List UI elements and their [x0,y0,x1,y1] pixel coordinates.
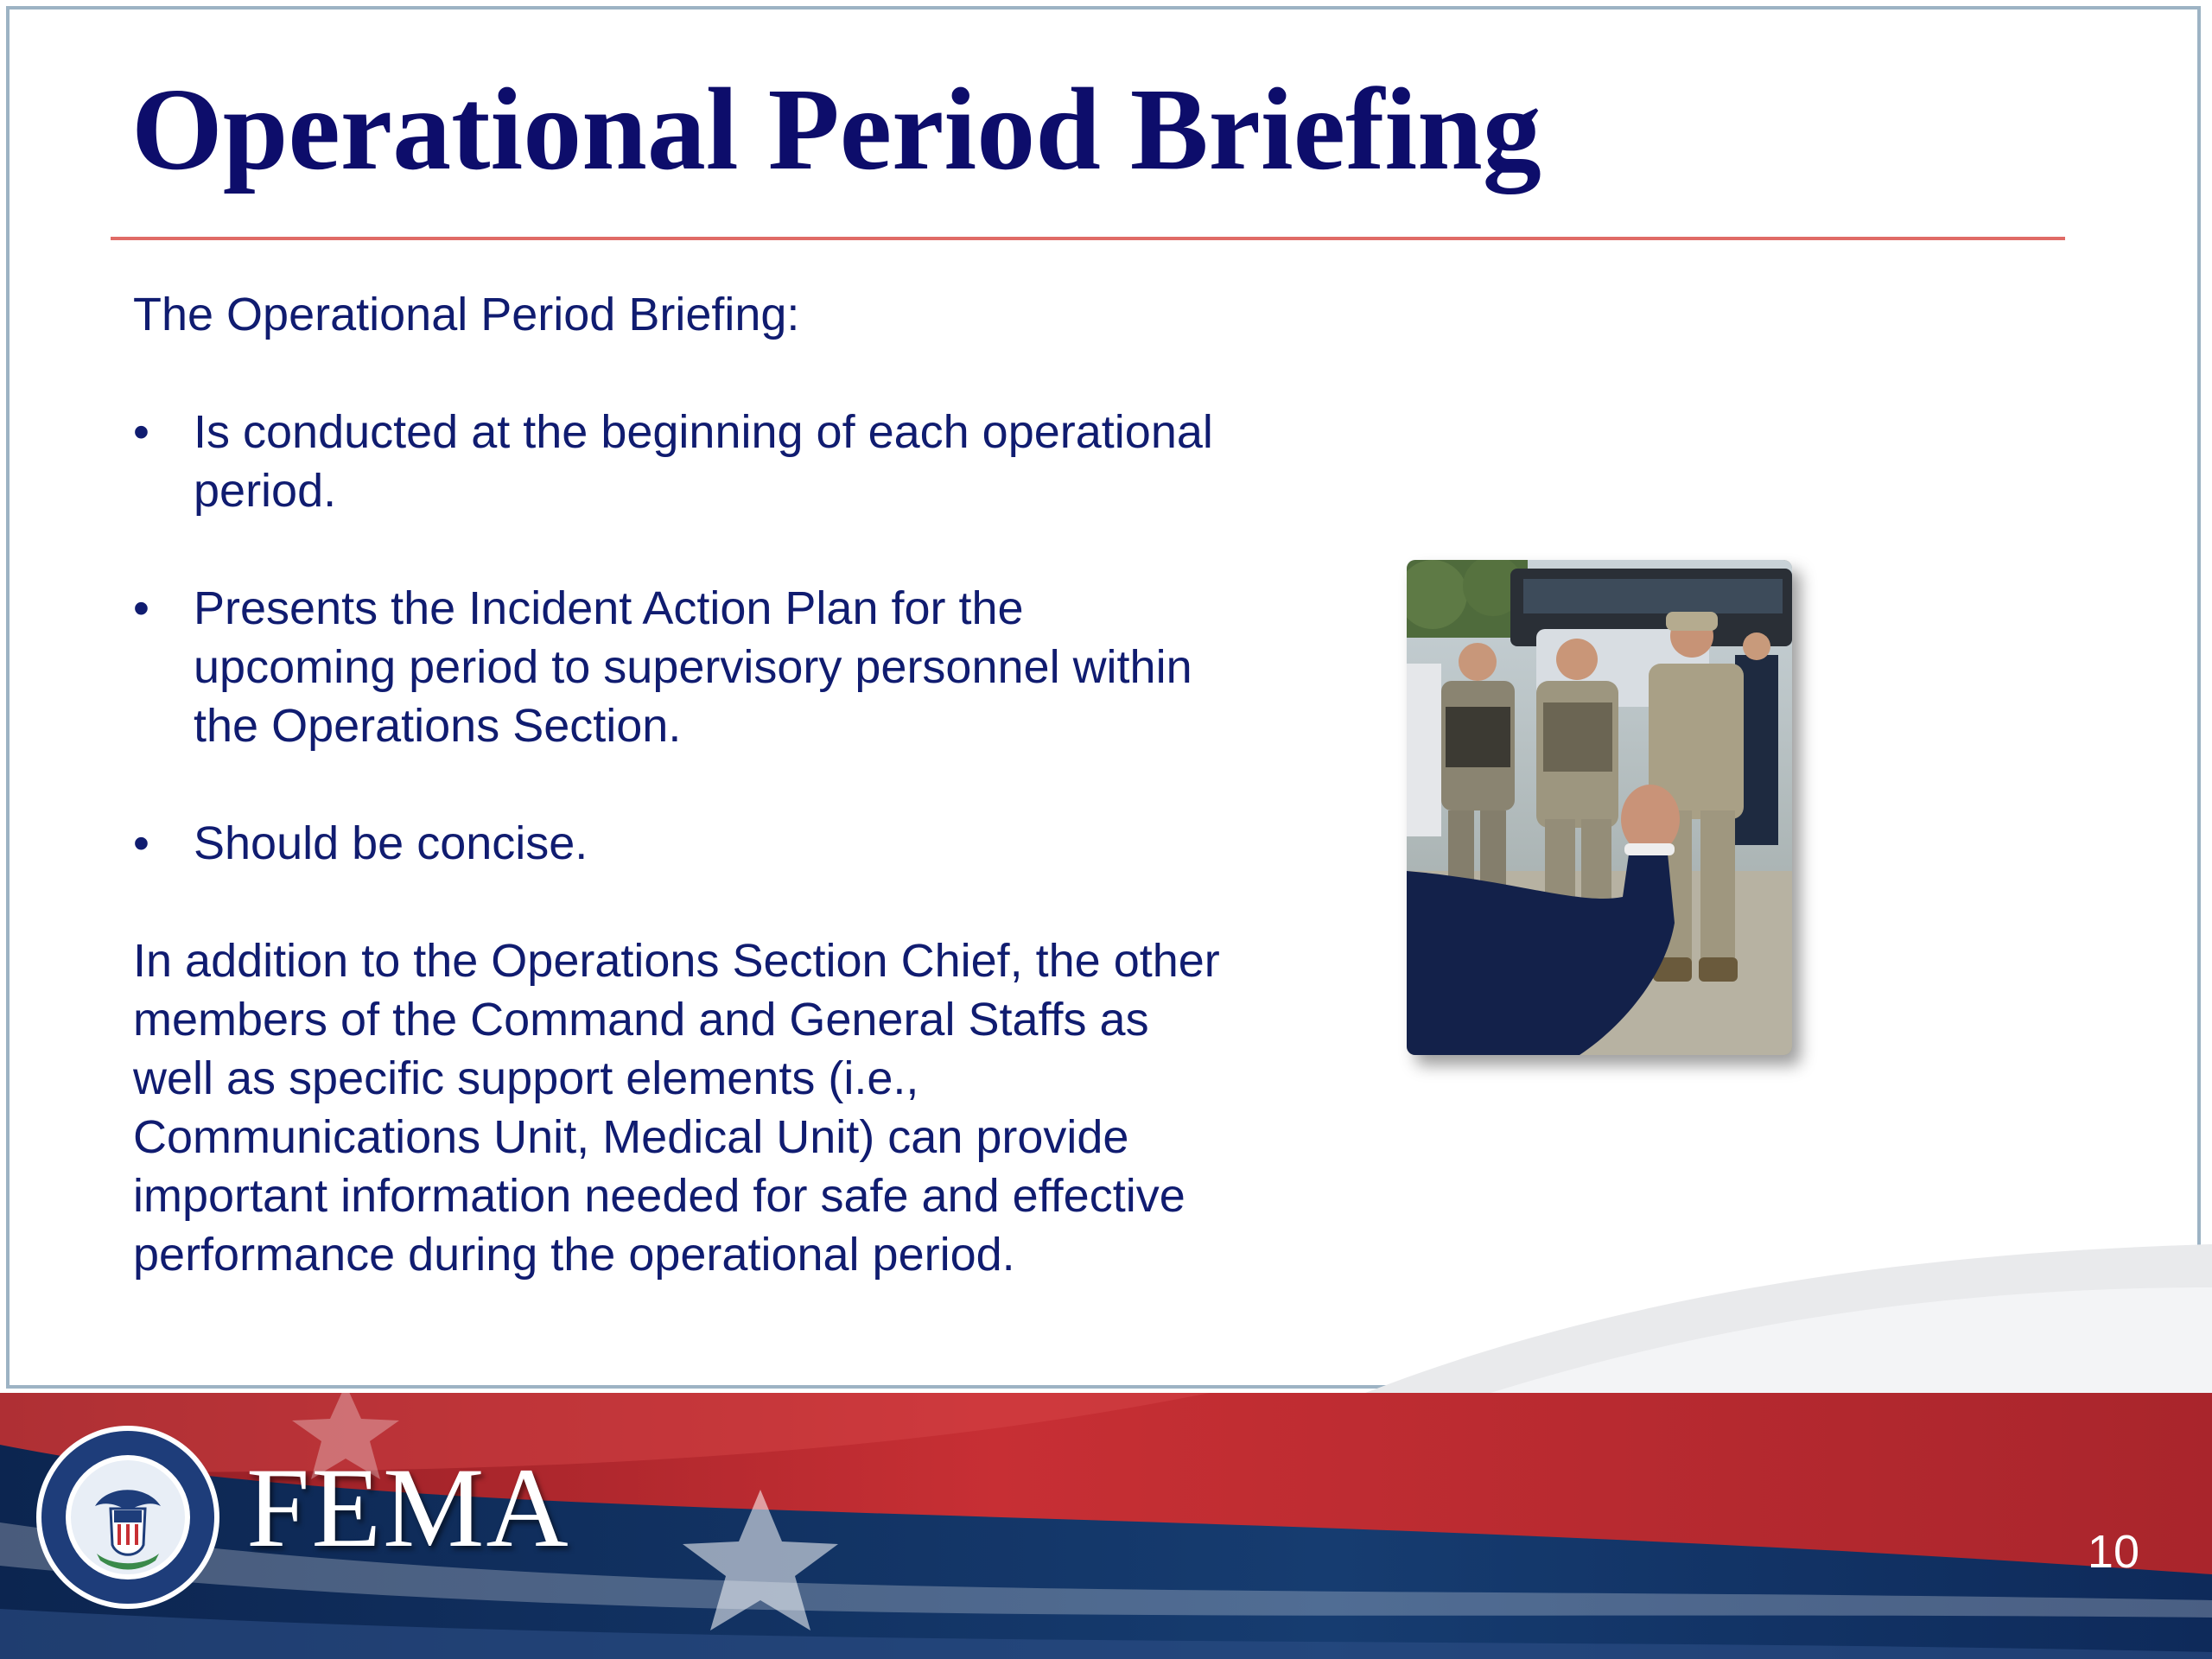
bullet-marker: • [133,817,149,869]
bullet-marker: • [133,582,149,634]
intro-text: The Operational Period Briefing: [133,289,800,340]
slide-body [133,285,1222,1284]
bullet-marker: • [133,406,149,458]
footer-banner [0,1393,2212,1659]
dhs-seal-icon [35,1424,221,1611]
bullet-text: Is conducted at the beginning of each operational period. [194,406,1213,517]
briefing-photo [1407,560,1792,1055]
fema-wordmark: FEMA [246,1444,570,1571]
bullet-item [133,403,1222,520]
title-divider [111,237,2065,240]
closing-paragraph: In addition to the Operations Section Chief, the other members of the Command and General Staffs as well as specific support elements (i.e., Communications Unit, Medical Unit) can provide important information needed for safe and effective performance during the operational period. [133,935,1220,1281]
bullet-text: Should be concise. [194,817,588,869]
slide-title: Operational Period Briefing [131,65,1541,194]
bullet-item [133,814,1222,873]
bullet-text: Presents the Incident Action Plan for the upcoming period to supervisory personnel within the Operations Section. [194,582,1192,752]
page-number: 10 [2087,1526,2139,1578]
bullet-item [133,579,1222,755]
bullet-list [133,403,1222,873]
